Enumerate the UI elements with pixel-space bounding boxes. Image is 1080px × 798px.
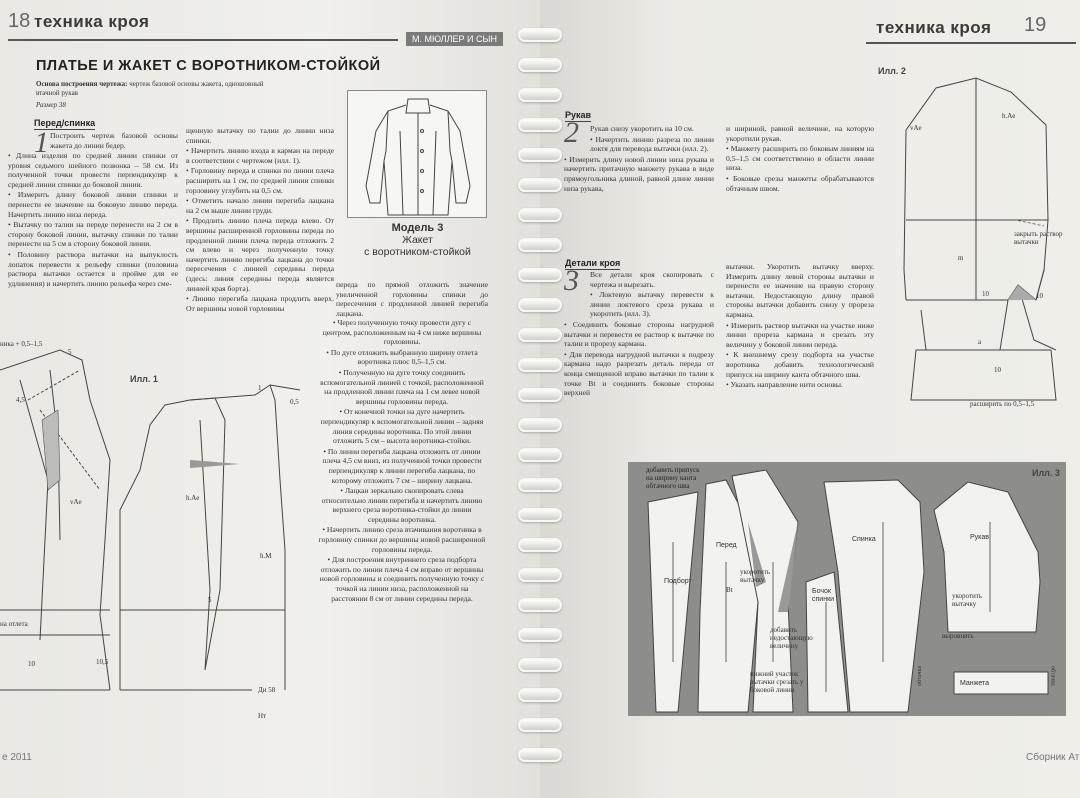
- binding-coil: [518, 748, 562, 762]
- binding-coil: [518, 88, 562, 102]
- illustration-2-label: Илл. 2: [878, 66, 906, 76]
- paragraph: Построить чертеж базовой основы жакета до линии бедер.: [50, 131, 178, 150]
- right-page-number: 19: [1024, 14, 1047, 36]
- close-dart-label: закрыть раствор вытачки: [1014, 230, 1063, 246]
- binding-coil: [518, 208, 562, 222]
- size-label: Размер 38: [36, 101, 66, 109]
- paragraph: • По линии перегиба лацкана отложить от линии плеча 4,5 см вниз, из полученной точки провести перпендикуляр к линии перегиба лацкана, по которому отложить 7 см – ширину лацкана.: [322, 446, 482, 485]
- binding-coil: [518, 478, 562, 492]
- binding-coil: [518, 118, 562, 132]
- paragraph: • По дуге отложить выбранную ширину отлета воротника плюс 0,5–1,5 см.: [326, 347, 478, 367]
- sleeve-text-2: [726, 124, 874, 194]
- cut-lower-dart-label: нижний участок вытачки срезать у боковой линии: [750, 670, 804, 694]
- details-text-2: [726, 262, 874, 391]
- shorten-dart-label-1: укоротить вытачку: [740, 568, 771, 584]
- illustration-1-draft: [0, 340, 320, 730]
- paragraph: и шириной, равной величине, на которую укоротили рукав.: [726, 124, 874, 143]
- facing-label: обтачка: [1049, 666, 1056, 686]
- draft-label: 10: [28, 660, 35, 668]
- paragraph: • Длина изделия по средней линии спинки от уровня седьмого шейного позвонка – 58 см. Из полученной точки провести перпендикуляр к средней линии спинки до боковой линии.: [8, 151, 178, 189]
- draft-label: h.Ae: [1002, 112, 1016, 120]
- paragraph: • От конечной точки на дуге начертить перпендикуляр к вспомогательной линии – задняя линия середины воротника. По этой линии отложить 5 см – высота воротника-стойки.: [320, 407, 484, 446]
- step-number-2: 2: [564, 116, 579, 149]
- draft-stand-label-2: [0, 620, 60, 629]
- draft-label: h.Ae: [186, 494, 200, 502]
- paragraph: • Локтевую вытачку перевести к линии локтевого среза рукава и укоротить (илл. 3).: [590, 290, 714, 319]
- draft-label: 10: [994, 366, 1001, 374]
- model-number: Модель 3: [391, 222, 444, 234]
- sleeve-text-1: [564, 124, 714, 194]
- illustration-3-label: Илл. 3: [1032, 468, 1060, 478]
- illustration-1-label: Илл. 1: [130, 374, 158, 384]
- piece-label-facing: Подборт: [664, 578, 692, 585]
- binding-coil: [518, 688, 562, 702]
- paragraph: • Для перевода нагрудной вытачки к подрезу кармана надо разрезать деталь переда от конца смещенной вправо вытачки по талии к точке Вt и соединить боковые стороны верхней: [564, 349, 714, 398]
- text-column-1: [50, 131, 178, 151]
- draft-label: на отлета: [0, 620, 28, 628]
- paragraph: Все детали кроя скопировать с чертежа и вырезать.: [590, 270, 714, 289]
- binding-coil: [518, 268, 562, 282]
- binding-coil: [518, 658, 562, 672]
- paragraph: Рукав снизу укоротить на 10 см.: [590, 124, 694, 133]
- paragraph: • Отметить начало линии перегиба лацкана на 2 см выше линии груди.: [186, 196, 334, 215]
- piece-label-back: Спинка: [852, 536, 876, 543]
- binding-coil: [518, 388, 562, 402]
- paragraph: • Указать направление нити основы.: [726, 380, 843, 390]
- article-subtitle: [36, 80, 276, 97]
- right-header-title: техника кроя: [876, 18, 992, 37]
- draft-label: a: [978, 338, 982, 346]
- binding-coil: [518, 148, 562, 162]
- binding-coil: [518, 28, 562, 42]
- draft-label: 10: [982, 290, 989, 298]
- paragraph: • Линию перегиба лацкана продлить вверх. От вершины новой горловины: [186, 294, 334, 313]
- paragraph: • Через полученную точку провести дугу с центром, расположенным на 4 см ниже вершины горловины.: [322, 318, 482, 347]
- model-caption: [345, 222, 490, 258]
- paragraph: • Полученную на дуге точку соединить вспомогательной линией с точкой, расположенной на продленной линии плеча на 1 см левее новой вершины горловины переда.: [320, 367, 484, 406]
- draft-label: Ди 58: [258, 686, 276, 694]
- subtitle-text: чертеж базовой основы жакета, одношовный втачной рукав: [36, 80, 264, 97]
- binding-coil: [518, 628, 562, 642]
- subtitle-label: Основа построения чертежа:: [36, 80, 128, 88]
- paragraph: • Начертить линию разреза по линии локтя для перевода вытачки (илл. 2).: [590, 134, 714, 154]
- draft-label: vAe: [70, 498, 82, 506]
- binding-coil: [518, 418, 562, 432]
- draft-label: 5: [68, 348, 72, 356]
- text-column-1b: [8, 151, 178, 289]
- binding-coil: [518, 568, 562, 582]
- paragraph: • Для построения внутреннего среза подборта отложить по линии плеча 4 см вправо от вершины новой горловины и соединить полученную точку с точкой на линии низа, расположенной на расстоянии 8 см от линии середины переда.: [319, 555, 485, 603]
- model-name: Жакет: [402, 234, 433, 246]
- paragraph: • Горловину переда и спинки по линии плеча расширить на 1 см, по средней линии спинки горловину углубить на 0,5 см.: [186, 166, 334, 195]
- binding-coil: [518, 508, 562, 522]
- right-footer: Сборник Ат: [1026, 752, 1080, 763]
- draft-stand-label: [0, 340, 60, 348]
- draft-label: 0,5: [290, 398, 299, 406]
- piece-label-sleeve: Рукав: [970, 534, 989, 541]
- jacket-illustration: [348, 91, 488, 219]
- binding-coil: [518, 598, 562, 612]
- paragraph: • Измерить раствор вытачки на участке ниже линии прореза кармана и срезать эту величину у боковой линии переда.: [726, 320, 874, 349]
- section-front-back: Перед/спинка: [34, 118, 96, 128]
- draft-label: 5: [208, 596, 212, 604]
- text-column-2: [186, 126, 334, 314]
- binding-coil: [518, 178, 562, 192]
- paragraph: • Измерить длину новой линии низа рукава и начертить притачную манжету рукава в виде прямоугольника длиной, равной длине линии низа рукава,: [564, 154, 714, 193]
- step-number-3: 3: [564, 264, 579, 297]
- right-page: [540, 0, 1080, 798]
- bt-label: Bt: [726, 586, 733, 594]
- paragraph: • Соединить боковые стороны нагрудной вытачки и перевести ее раствор к вытачке по талии и прорезу кармана.: [564, 319, 714, 349]
- paragraph: • Половину раствора вытачки на выпуклость лопаток перевести к рельефу спинки (половина раствора вытачки остается в пройме для ее удлинения) и начертить линию рельефа через сме-: [8, 249, 178, 288]
- binding-coil: [518, 538, 562, 552]
- jacket-sketch: [347, 90, 487, 218]
- left-footer: е 2011: [2, 752, 32, 763]
- draft-label: vAe: [910, 124, 922, 132]
- draft-label: m: [958, 254, 964, 262]
- draft-label: 10: [1036, 292, 1043, 300]
- left-header-rule: [8, 39, 398, 41]
- piece-label-front: Перед: [716, 542, 737, 549]
- draft-label: 1: [258, 384, 262, 392]
- paragraph: • К внешнему срезу подборта на участке воротника добавить технологический припуск на ширину канта обтачного шва.: [726, 350, 874, 379]
- binding-coil: [518, 448, 562, 462]
- publisher-badge: М. МЮЛЛЕР И СЫН: [406, 32, 503, 46]
- right-header-rule: [866, 42, 1076, 44]
- align-label: выровнять: [942, 632, 974, 640]
- piece-label-cuff: Манжета: [960, 680, 990, 687]
- draft-label: Нт: [258, 712, 267, 720]
- binding-coil: [518, 718, 562, 732]
- text-column-3: [318, 318, 486, 604]
- paragraph: • Лацкан зеркально скопировать слева относительно линии перегиба и начертить линию верхнего среза воротника-стойки до линии середины воротника.: [321, 486, 483, 524]
- binding-coil: [518, 328, 562, 342]
- shorten-dart-label-2: укоротить вытачку: [952, 592, 983, 608]
- paragraph: • Начертить линию входа в карман на переде в соответствии с чертежом (илл. 1).: [186, 146, 334, 165]
- paragraph: • Измерить длину боковой линии спинки и перенести ее значение на боковую линию переда. Начертить линию низа переда.: [8, 190, 178, 219]
- paragraph: • Манжету расширить по боковым линиям на 0,5–1,5 см соответственно в области линии низа.: [726, 144, 874, 173]
- binding-coil: [518, 58, 562, 72]
- section-details: Детали кроя: [565, 258, 621, 268]
- text-column-3-lead: [336, 280, 488, 319]
- piece-label-side-back: Бочок спинки: [812, 588, 835, 603]
- model-description: с воротником-стойкой: [364, 246, 471, 258]
- step-number-1: 1: [34, 126, 49, 159]
- paragraph: вытачки. Укоротить вытачку вверху. Измерить длину левой стороны вытачки и перенести ее значение на правую сторону вытачки. Недостающую длину правой стороны вытачки добавить снизу у прореза кармана.: [726, 262, 874, 319]
- details-text-1: [564, 270, 714, 399]
- draft-label: h.M: [260, 552, 272, 560]
- left-header-title: техника кроя: [34, 12, 150, 31]
- paragraph: • Продлить линию плеча переда влево. От вершины расширенной горловины переда по продленной линии плеча переда отложить 2 см влево и через полученную точку начертить линию перегиба лацкана до точки пересечения с линией середины переда (здесь: линия середины переда является линией края борта).: [186, 216, 334, 293]
- paragraph: • Начертить линию среза втачивания воротника в горловину спинки до вершины новой расширенной горловины переда.: [318, 525, 486, 554]
- binding-coil: [518, 298, 562, 312]
- left-page-number: 18: [8, 10, 31, 32]
- add-allowance-label: добавить припуск на ширину канта обтачного шва: [646, 466, 700, 490]
- paragraph: переда по прямой отложить значение увеличенной горловины спинки до пересечения с продленной линией перегиба лацкана.: [336, 280, 488, 318]
- draft-label: ника + 0,5–1,5: [0, 340, 43, 348]
- facing-label: обтачка: [917, 666, 923, 686]
- article-title: ПЛАТЬЕ И ЖАКЕТ С ВОРОТНИКОМ-СТОЙКОЙ: [36, 58, 381, 74]
- widen-label: расширить по 0,5–1,5: [970, 400, 1035, 408]
- draft-label: 4,5: [16, 396, 25, 404]
- paragraph: • Боковые срезы манжеты обрабатываются обтачным швом.: [726, 173, 874, 193]
- binding-coil: [518, 238, 562, 252]
- add-missing-label: добавить недостающую величину: [770, 626, 813, 650]
- paragraph: щенную вытачку по талии до линии низа спинки.: [186, 126, 334, 145]
- paragraph: • Вытачку по талии на переде перенести на 2 см в сторону боковой линии, вытачку спинки по талии перенести на 5 см в сторону боковой линии.: [8, 220, 178, 249]
- section-sleeve: Рукав: [565, 110, 592, 120]
- binding-coil: [518, 358, 562, 372]
- draft-label: 10,5: [96, 658, 109, 666]
